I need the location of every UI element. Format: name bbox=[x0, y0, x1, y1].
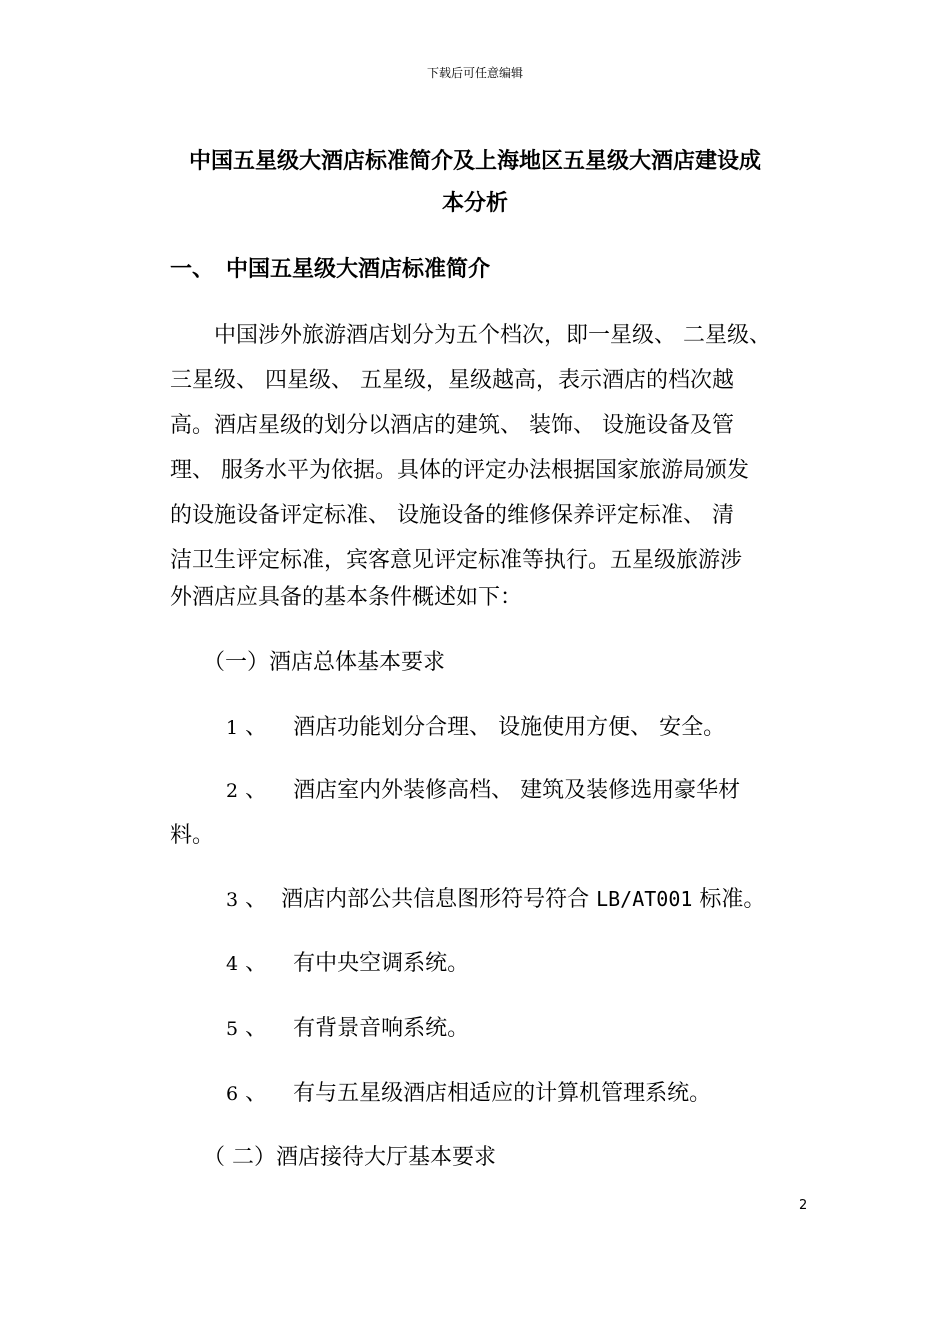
list-item bbox=[226, 773, 740, 804]
list-item-number: 4 bbox=[226, 953, 239, 975]
list-item-separator: 、 bbox=[238, 1016, 268, 1041]
list-item-continuation: 料。 bbox=[170, 823, 215, 848]
paragraph-line: 理、 服务水平为依据。具体的评定办法根据国家旅游局颁发 bbox=[170, 458, 749, 483]
list-item-text-tail: 标准。 bbox=[692, 887, 766, 912]
paragraph-line: 高。酒店星级的划分以酒店的建筑、 装饰、 设施设备及管 bbox=[170, 413, 734, 438]
list-item-text: 酒店功能划分合理、 设施使用方便、 安全。 bbox=[293, 715, 726, 740]
document-title-line-2: 本分析 bbox=[441, 191, 508, 216]
header-note: 下载后可任意编辑 bbox=[426, 66, 523, 80]
list-item-separator: 、 bbox=[238, 778, 268, 803]
list-item-text: 酒店室内外装修高档、 建筑及装修选用豪华材 bbox=[293, 778, 741, 803]
list-item-separator: 、 bbox=[238, 1081, 268, 1106]
list-item bbox=[226, 710, 725, 741]
list-item-text: 酒店内部公共信息图形符号符合 bbox=[281, 887, 597, 912]
section-heading bbox=[170, 252, 490, 283]
list-item-number: 2 bbox=[226, 780, 239, 802]
list-item bbox=[226, 946, 469, 977]
subsection-heading: （一）酒店总体基本要求 bbox=[203, 650, 446, 675]
list-item bbox=[226, 882, 765, 913]
list-item-separator: 、 bbox=[238, 715, 268, 740]
list-item-text: 有背景音响系统。 bbox=[293, 1016, 470, 1041]
paragraph-line: 中国涉外旅游酒店划分为五个档次，即一星级、 二星级、 bbox=[214, 323, 771, 348]
standard-code: LB/AT001 bbox=[596, 887, 693, 911]
list-item-number: 5 bbox=[226, 1018, 239, 1040]
section-number: 一、 bbox=[170, 257, 215, 282]
list-item-separator: 、 bbox=[238, 887, 268, 912]
paragraph-line: 洁卫生评定标准，宾客意见评定标准等执行。五星级旅游涉 bbox=[170, 548, 743, 573]
list-item-number: 6 bbox=[226, 1083, 239, 1105]
list-item-text: 有中央空调系统。 bbox=[293, 951, 470, 976]
paragraph-line: 三星级、 四星级、 五星级，星级越高，表示酒店的档次越 bbox=[170, 368, 734, 393]
paragraph-line: 的设施设备评定标准、 设施设备的维修保养评定标准、 清 bbox=[170, 503, 734, 528]
paragraph-line: 外酒店应具备的基本条件概述如下： bbox=[170, 585, 523, 610]
list-item-number: 1 bbox=[226, 717, 239, 739]
document-title-line-1: 中国五星级大酒店标准简介及上海地区五星级大酒店建设成 bbox=[188, 149, 761, 174]
list-item bbox=[226, 1011, 469, 1042]
list-item-text: 有与五星级酒店相适应的计算机管理系统。 bbox=[293, 1081, 712, 1106]
section-title: 中国五星级大酒店标准简介 bbox=[226, 257, 491, 282]
subsection-heading: （ 二）酒店接待大厅基本要求 bbox=[203, 1145, 496, 1170]
list-item-separator: 、 bbox=[238, 951, 268, 976]
page-number: 2 bbox=[799, 1198, 808, 1213]
list-item bbox=[226, 1076, 711, 1107]
list-item-number: 3 bbox=[226, 889, 239, 911]
